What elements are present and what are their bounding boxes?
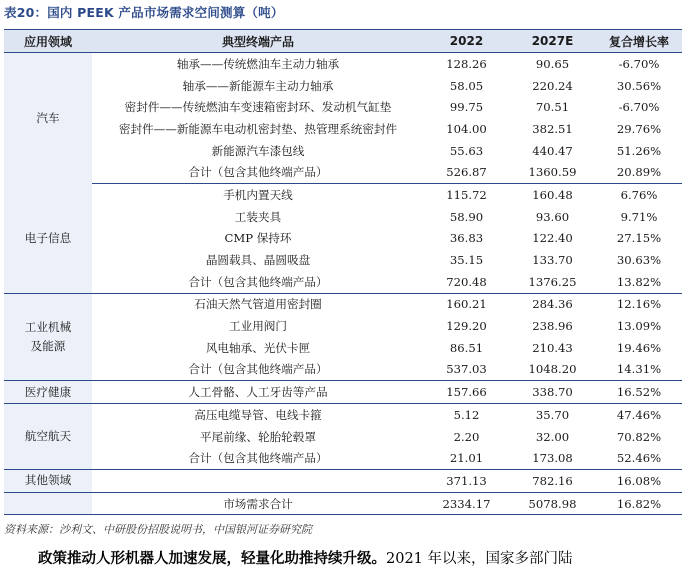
header-2022: 2022 [424, 30, 509, 53]
value-2027e-cell: 93.60 [535, 209, 570, 224]
value-2027e-cell: 1048.20 [509, 359, 596, 381]
value-2022-cell: 99.75 [449, 100, 484, 115]
table-row [4, 470, 682, 493]
subtotal-row [4, 161, 682, 183]
value-2027e-cell: 440.47 [532, 143, 573, 158]
source-note: 资料来源：沙利文、中研股份招股说明书，中国银河证券研究院 [4, 523, 312, 536]
product-cell: 合计（包含其他终端产品） [92, 271, 424, 293]
product-cell: 轴承——传统燃油车主动力轴承 [176, 56, 340, 71]
value-2022-cell: 115.72 [446, 187, 487, 202]
cagr-cell: -6.70% [618, 100, 660, 115]
table-row [4, 118, 682, 140]
product-cell: 工装夹具 [234, 209, 282, 224]
subtotal-row [4, 359, 682, 381]
table-row [4, 426, 682, 448]
sector-cell-auto: 汽车 [4, 53, 92, 184]
cagr-cell: 30.56% [616, 78, 662, 93]
header-product: 典型终端产品 [92, 30, 424, 53]
header-cagr: 复合增长率 [596, 30, 682, 53]
value-2027e-cell: 238.96 [532, 319, 573, 334]
cagr-cell: 52.46% [596, 447, 682, 469]
value-2022-cell: 371.13 [424, 470, 509, 493]
table-row [4, 404, 682, 426]
cagr-cell: 16.08% [596, 470, 682, 493]
value-2027e-cell: 5078.98 [509, 492, 596, 515]
value-2027e-cell: 284.36 [532, 297, 573, 312]
table-row [4, 381, 682, 404]
cagr-cell: 20.89% [596, 161, 682, 183]
product-cell: 合计（包含其他终端产品） [92, 161, 424, 183]
cagr-cell: 14.31% [596, 359, 682, 381]
sector-cell-other: 其他领域 [4, 470, 92, 493]
cagr-cell: 12.16% [616, 297, 662, 312]
cagr-cell: 27.15% [616, 231, 662, 246]
table-row [4, 293, 682, 315]
product-cell: 密封件——新能源车电动机密封垫、热管理系统密封件 [118, 121, 398, 136]
product-cell: 新能源汽车漆包线 [211, 143, 305, 158]
value-2022-cell: 526.87 [424, 161, 509, 183]
peek-demand-table [4, 29, 682, 515]
value-2027e-cell: 382.51 [532, 121, 573, 136]
table-row [4, 75, 682, 97]
product-cell: 轴承——新能源车主动力轴承 [182, 78, 334, 93]
value-2022-cell: 35.15 [449, 253, 484, 268]
cagr-cell: 30.63% [616, 253, 662, 268]
table-row [4, 228, 682, 250]
product-cell: 合计（包含其他终端产品） [92, 359, 424, 381]
header-2027e: 2027E [509, 30, 596, 53]
sector-label-line: 及能源 [30, 338, 66, 353]
table-row [4, 337, 682, 359]
table-row [4, 184, 682, 206]
value-2022-cell: 86.51 [449, 340, 484, 355]
value-2022-cell: 129.20 [446, 319, 487, 334]
sector-cell-aerospace: 航空航天 [4, 404, 92, 470]
product-cell [92, 470, 424, 493]
product-cell: 人工骨骼、人工牙齿等产品 [92, 381, 424, 404]
product-cell: 工业用阀门 [229, 319, 287, 334]
value-2027e-cell: 782.16 [509, 470, 596, 493]
body-paragraph [38, 547, 573, 568]
value-2027e-cell: 32.00 [535, 429, 570, 444]
value-2027e-cell: 35.70 [535, 407, 570, 422]
product-cell: CMP 保持环 [224, 231, 292, 246]
value-2027e-cell: 173.08 [509, 447, 596, 469]
value-2027e-cell: 1376.25 [509, 271, 596, 293]
sector-cell-total [4, 492, 92, 515]
product-cell: 密封件——传统燃油车变速箱密封环、发动机气缸垫 [124, 100, 392, 115]
value-2022-cell: 36.83 [449, 231, 484, 246]
cagr-cell: 9.71% [620, 209, 658, 224]
value-2022-cell: 2334.17 [424, 492, 509, 515]
subtotal-row [4, 447, 682, 469]
cagr-cell: 29.76% [616, 121, 662, 136]
cagr-cell: 13.82% [596, 271, 682, 293]
value-2022-cell: 537.03 [424, 359, 509, 381]
value-2027e-cell: 160.48 [532, 187, 573, 202]
table-header-row [4, 30, 682, 53]
value-2027e-cell: 1360.59 [509, 161, 596, 183]
value-2027e-cell: 210.43 [532, 340, 573, 355]
subtotal-row [4, 271, 682, 293]
table-row [4, 206, 682, 228]
sector-cell-electronics: 电子信息 [4, 184, 92, 293]
value-2022-cell: 21.01 [424, 447, 509, 469]
value-2027e-cell: 90.65 [535, 56, 570, 71]
product-cell: 手机内置天线 [223, 187, 293, 202]
cagr-cell: 16.82% [596, 492, 682, 515]
product-cell: 晶圆载具、晶圆吸盘 [205, 253, 311, 268]
value-2022-cell: 58.05 [449, 78, 484, 93]
value-2027e-cell: 70.51 [535, 100, 570, 115]
cagr-cell: 16.52% [596, 381, 682, 404]
header-sector: 应用领域 [4, 30, 92, 53]
value-2022-cell: 160.21 [446, 297, 487, 312]
table-row [4, 249, 682, 271]
value-2022-cell: 55.63 [449, 143, 484, 158]
value-2022-cell: 58.90 [449, 209, 484, 224]
value-2022-cell: 128.26 [446, 56, 487, 71]
value-2027e-cell: 122.40 [532, 231, 573, 246]
cagr-cell: 70.82% [616, 429, 662, 444]
product-cell: 合计（包含其他终端产品） [92, 447, 424, 469]
value-2022-cell: 720.48 [424, 271, 509, 293]
cagr-cell: -6.70% [618, 56, 660, 71]
product-cell: 平尾前缘、轮胎轮毂罩 [200, 429, 316, 444]
cagr-cell: 6.76% [620, 187, 658, 202]
cagr-cell: 19.46% [616, 340, 662, 355]
value-2022-cell: 157.66 [424, 381, 509, 404]
product-cell: 风电轴承、光伏卡匣 [205, 340, 311, 355]
table-row [4, 315, 682, 337]
table-title: 表20：国内 PEEK 产品市场需求空间测算（吨） [4, 5, 284, 20]
value-2022-cell: 5.12 [453, 407, 480, 422]
grand-total-row [4, 492, 682, 515]
value-2027e-cell: 220.24 [532, 78, 573, 93]
table-row [4, 96, 682, 118]
sector-label-line: 工业机械 [24, 319, 72, 334]
product-cell: 高压电缆导管、电线卡箍 [194, 407, 322, 422]
cagr-cell: 47.46% [616, 407, 662, 422]
value-2022-cell: 104.00 [446, 121, 487, 136]
sector-cell-medical: 医疗健康 [4, 381, 92, 404]
product-cell: 石油天然气管道用密封圈 [194, 297, 322, 312]
sector-cell-industrial [4, 293, 92, 381]
body-paragraph-bold: 政策推动人形机器人加速发展，轻量化助推持续升级。 [38, 550, 386, 567]
body-paragraph-rest: 2021 年以来，国家多部门陆 [386, 551, 573, 567]
table-row [4, 53, 682, 75]
cagr-cell: 51.26% [616, 143, 662, 158]
value-2027e-cell: 133.70 [532, 253, 573, 268]
product-cell: 市场需求合计 [92, 492, 424, 515]
value-2027e-cell: 338.70 [509, 381, 596, 404]
cagr-cell: 13.09% [616, 319, 662, 334]
table-row [4, 140, 682, 162]
value-2022-cell: 2.20 [453, 429, 480, 444]
